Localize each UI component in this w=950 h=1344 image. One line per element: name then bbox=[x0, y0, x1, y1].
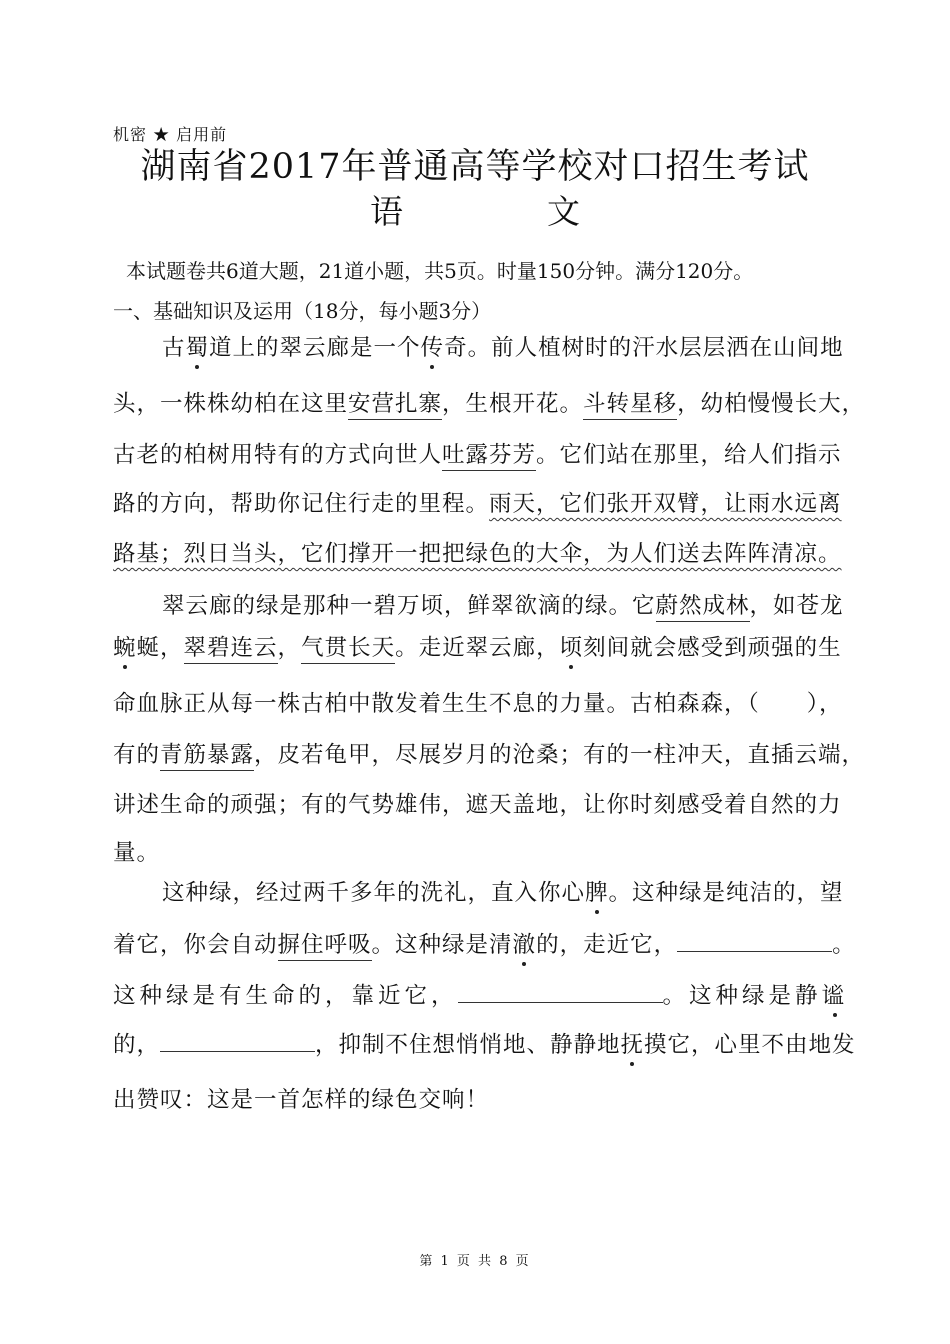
subject-char-2: 文 bbox=[547, 192, 580, 231]
page-number: 第 1 页 共 8 页 bbox=[419, 1254, 531, 1269]
passage-line: 翠云廊的绿是那种一碧万顷，鲜翠欲滴的绿。它蔚然成林，如苍龙 bbox=[162, 588, 844, 620]
passage-line: 蜿蜒，翠碧连云，气贯长天。走近翠云廊，顷刻间就会感受到顽强的生 bbox=[113, 630, 842, 662]
passage-line: 着它，你会自动摒住呼吸。这种绿是清澈的，走近它， 。 bbox=[113, 927, 856, 959]
passage-line: 路的方向，帮助你记住行走的里程。雨天，它们张开双臂，让雨水远离 bbox=[113, 491, 842, 517]
passage-line: 古老的柏树用特有的方式向世人吐露芬芳。它们站在那里，给人们指示 bbox=[113, 437, 842, 469]
section-1-title: 一、基础知识及运用（18分，每小题3分） bbox=[113, 299, 492, 323]
passage-line: 量。 bbox=[113, 840, 161, 866]
passage-line: 这种绿是有生命的，靠近它， 。这种绿是静谧 bbox=[113, 978, 848, 1010]
passage-line: 出赞叹：这是一首怎样的绿色交响！ bbox=[113, 1087, 490, 1113]
passage-line: 古蜀道上的翠云廊是一个传奇。前人植树时的汗水层层洒在山间地 bbox=[162, 335, 844, 361]
exam-intro: 本试题卷共6道大题，21道小题，共5页。时量150分钟。满分120分。 bbox=[126, 259, 754, 283]
answer-blank[interactable] bbox=[458, 980, 663, 1003]
passage-line: 讲述生命的顽强；有的气势雄伟，遮天盖地，让你时刻感受着自然的力 bbox=[113, 792, 842, 818]
subject-char-1: 语 bbox=[370, 192, 403, 231]
passage-line: 头，一株株幼柏在这里安营扎寨，生根开花。斗转星移，幼柏慢慢长大， bbox=[113, 386, 865, 418]
exam-title: 湖南省2017年普通高等学校对口招生考试 bbox=[140, 147, 810, 187]
passage-line: 这种绿，经过两千多年的洗礼，直入你心脾。这种绿是纯洁的，望 bbox=[162, 880, 844, 906]
passage-line: 命血脉正从每一株古柏中散发着生生不息的力量。古柏森森，（ ）， bbox=[113, 691, 843, 717]
passage-line: 路基；烈日当头，它们撑开一把把绿色的大伞，为人们送去阵阵清凉。 bbox=[113, 541, 842, 567]
passage-line: 的， ，抑制不住想悄悄地、静静地抚摸它，心里不由地发 bbox=[113, 1027, 856, 1059]
answer-blank[interactable] bbox=[677, 929, 832, 952]
subject-title bbox=[0, 186, 950, 233]
passage-line: 有的青筋暴露，皮若龟甲，尽展岁月的沧桑；有的一柱冲天，直插云端， bbox=[113, 737, 865, 769]
answer-blank[interactable] bbox=[160, 1029, 315, 1052]
confidential-label: 机密 ★ 启用前 bbox=[113, 125, 228, 144]
